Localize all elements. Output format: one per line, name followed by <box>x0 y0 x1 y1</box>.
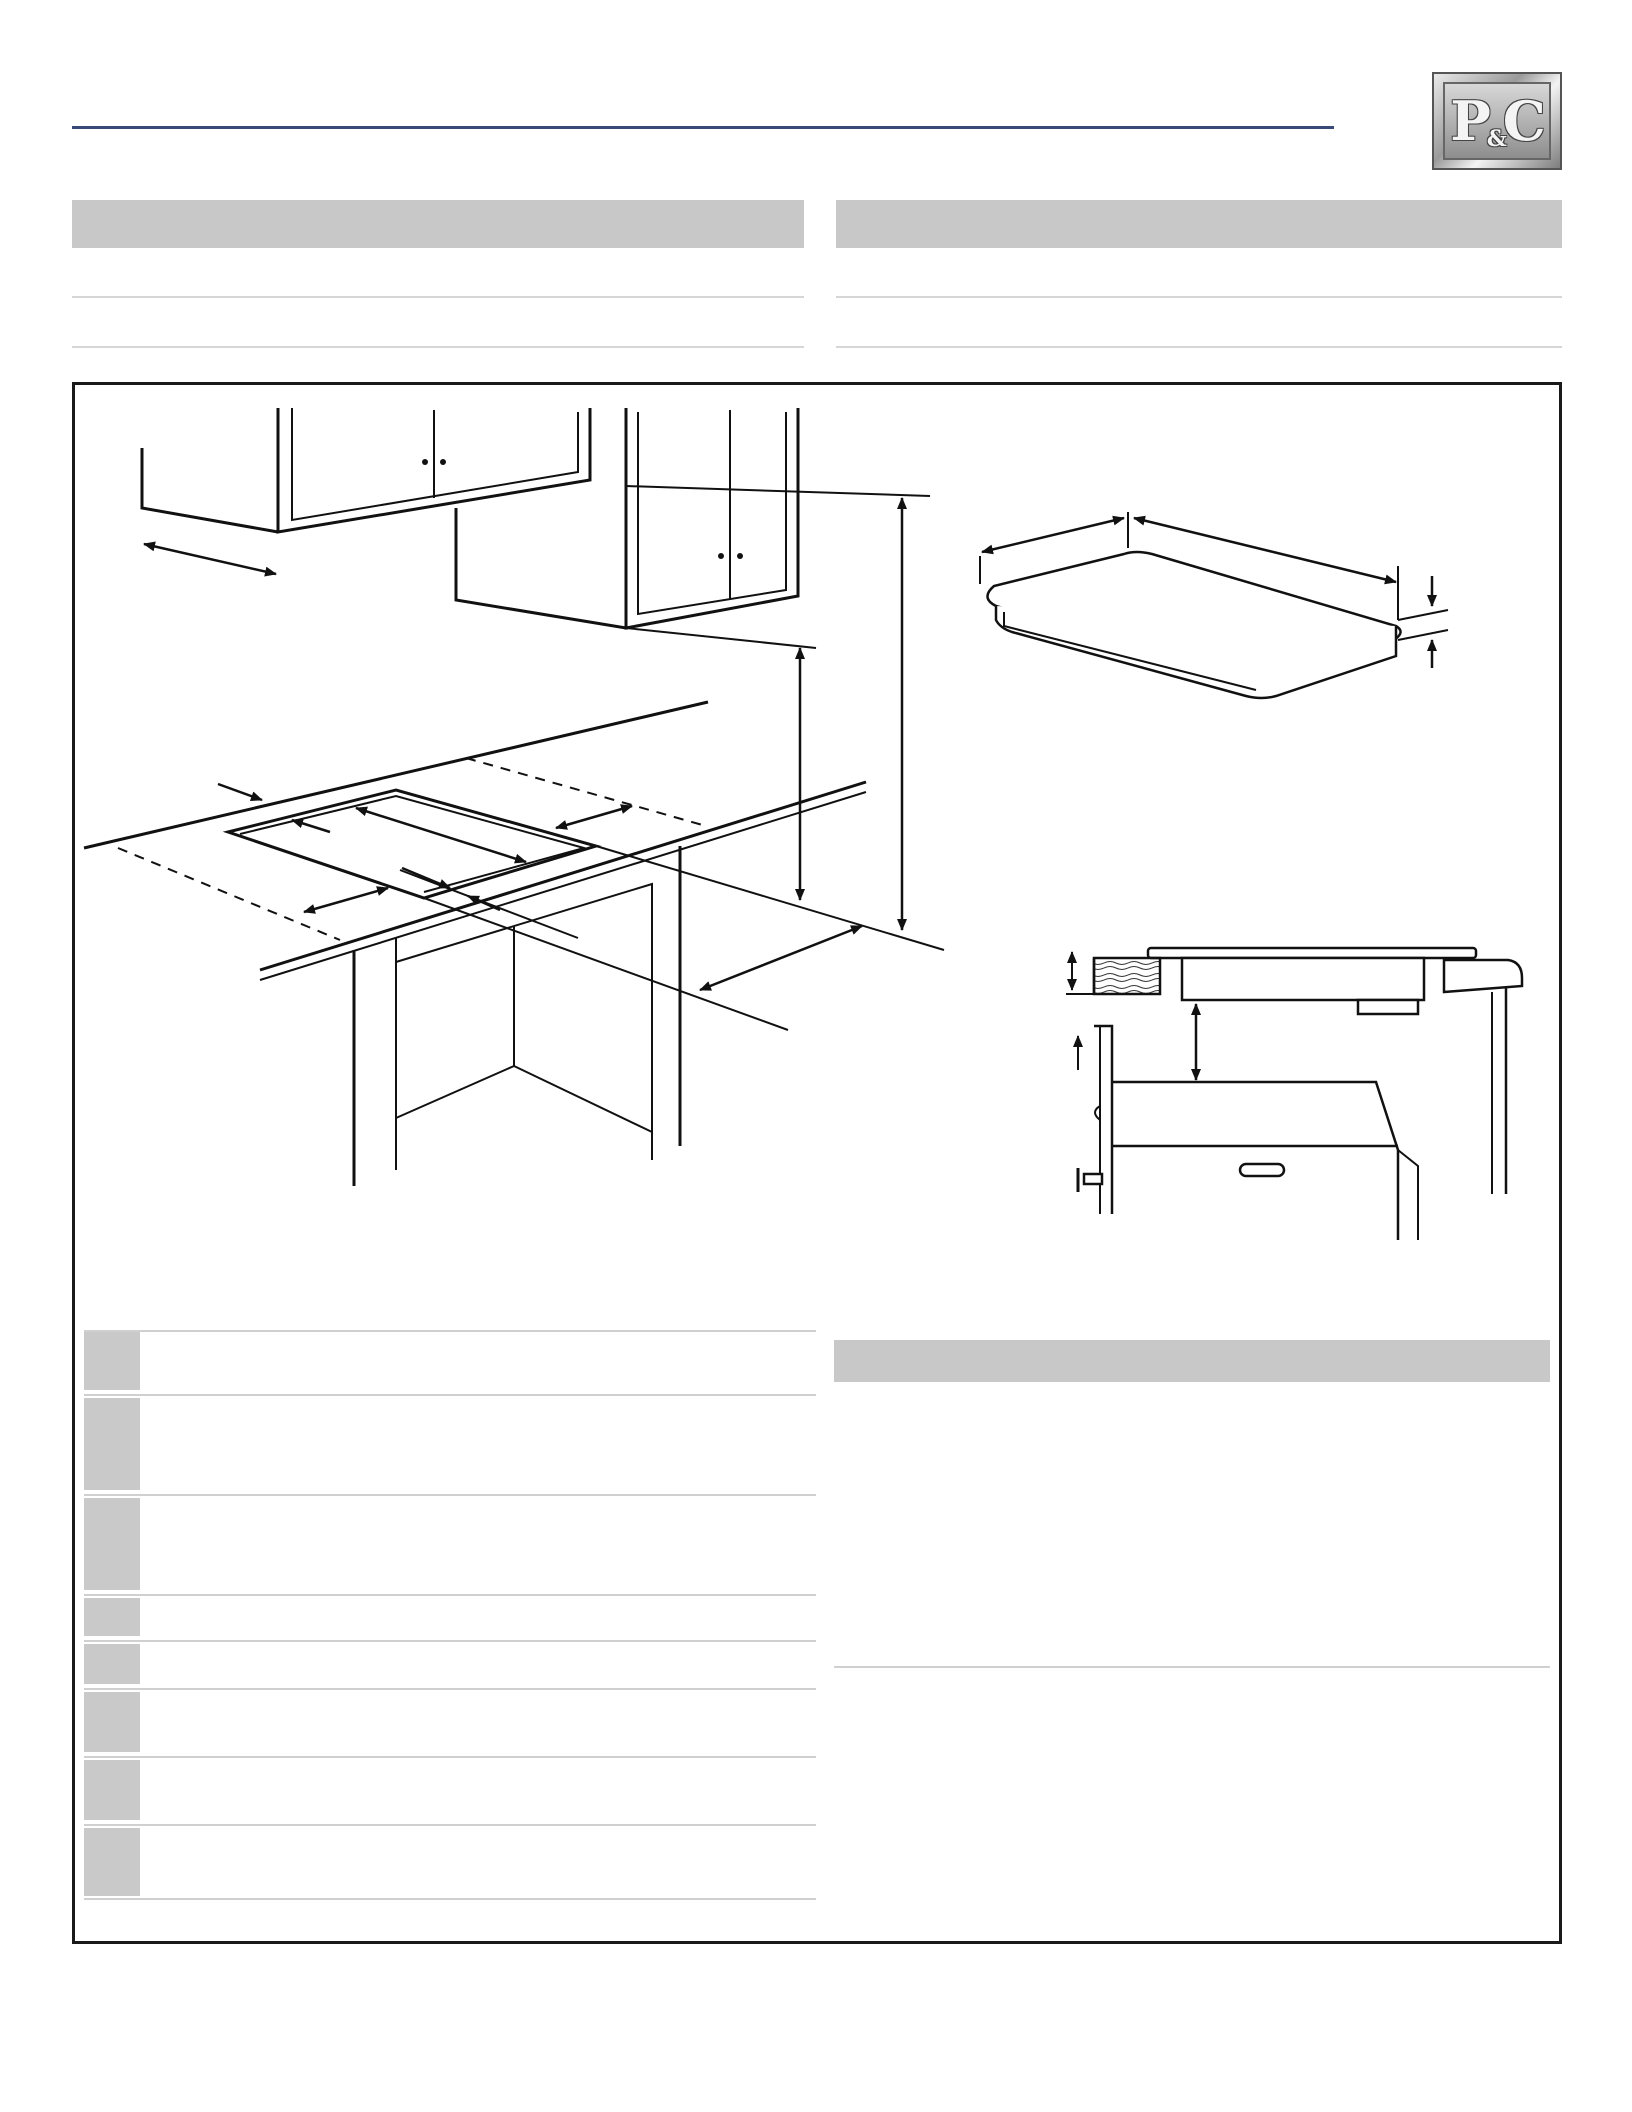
notes-header-bar <box>834 1340 1550 1382</box>
table-rule <box>84 1594 816 1596</box>
logo-ampersand: & <box>1486 126 1505 152</box>
table-rule <box>84 1688 816 1690</box>
cooktop-over-oven-section <box>1066 948 1522 1240</box>
table-rule <box>84 1898 816 1900</box>
logo-letter-c: C <box>1502 89 1544 153</box>
control-box <box>1358 1000 1418 1014</box>
cutout-width-arrow <box>356 808 526 862</box>
cooktop-depth-arrow <box>982 518 1124 552</box>
front-clearance-arrow <box>218 784 262 800</box>
table-rule <box>84 1824 816 1826</box>
main-cutout-diagram <box>84 408 944 1186</box>
cooktop-dimensions-diagram <box>980 512 1448 698</box>
tall-cabinet-outline <box>626 408 798 628</box>
tall-cabinet-knob-right <box>737 553 743 559</box>
table-key-cell-7 <box>84 1760 140 1820</box>
left-cabinet-wall <box>1094 1026 1112 1214</box>
table-key-cell-8 <box>84 1828 140 1896</box>
left-cabinet-edge <box>142 448 278 532</box>
cabinet-knob-left <box>422 459 428 465</box>
countertop-back-edge <box>84 702 708 848</box>
table-rule <box>84 1756 816 1758</box>
table-rule <box>84 1640 816 1642</box>
rear-clearance-guide <box>466 758 706 826</box>
oven-handle <box>1240 1164 1284 1176</box>
countertop-wood-section <box>1094 958 1160 994</box>
table-rule <box>84 1330 816 1332</box>
table-key-cell-6 <box>84 1692 140 1752</box>
rear-clearance-arrow <box>556 806 632 828</box>
table-key-cell-2 <box>84 1398 140 1490</box>
oven-knob <box>1084 1174 1102 1184</box>
tall-cabinet-knob-left <box>718 553 724 559</box>
section-glass-top <box>1148 948 1476 958</box>
table-key-cell-1 <box>84 1332 140 1390</box>
table-rule <box>84 1394 816 1396</box>
countertop-depth-arrow <box>700 926 862 990</box>
table-key-cell-3 <box>84 1498 140 1590</box>
cabinet-knob-right <box>440 459 446 465</box>
table-rule <box>84 1494 816 1496</box>
cabinet-depth-arrow <box>144 544 276 574</box>
countertop-front-edge <box>260 782 866 970</box>
logo-letter-p: P <box>1450 89 1489 153</box>
table-key-cell-4 <box>84 1598 140 1636</box>
side-cabinet-outline <box>456 408 626 628</box>
cooktop-body-section <box>1182 958 1424 1000</box>
left-clearance-guide <box>118 848 340 940</box>
notes-divider <box>834 1666 1550 1668</box>
table-key-cell-5 <box>84 1644 140 1684</box>
oven-outline <box>1112 1082 1398 1240</box>
side-clearance-arrow <box>304 888 388 912</box>
cabinet-bottom-reference <box>626 486 930 496</box>
